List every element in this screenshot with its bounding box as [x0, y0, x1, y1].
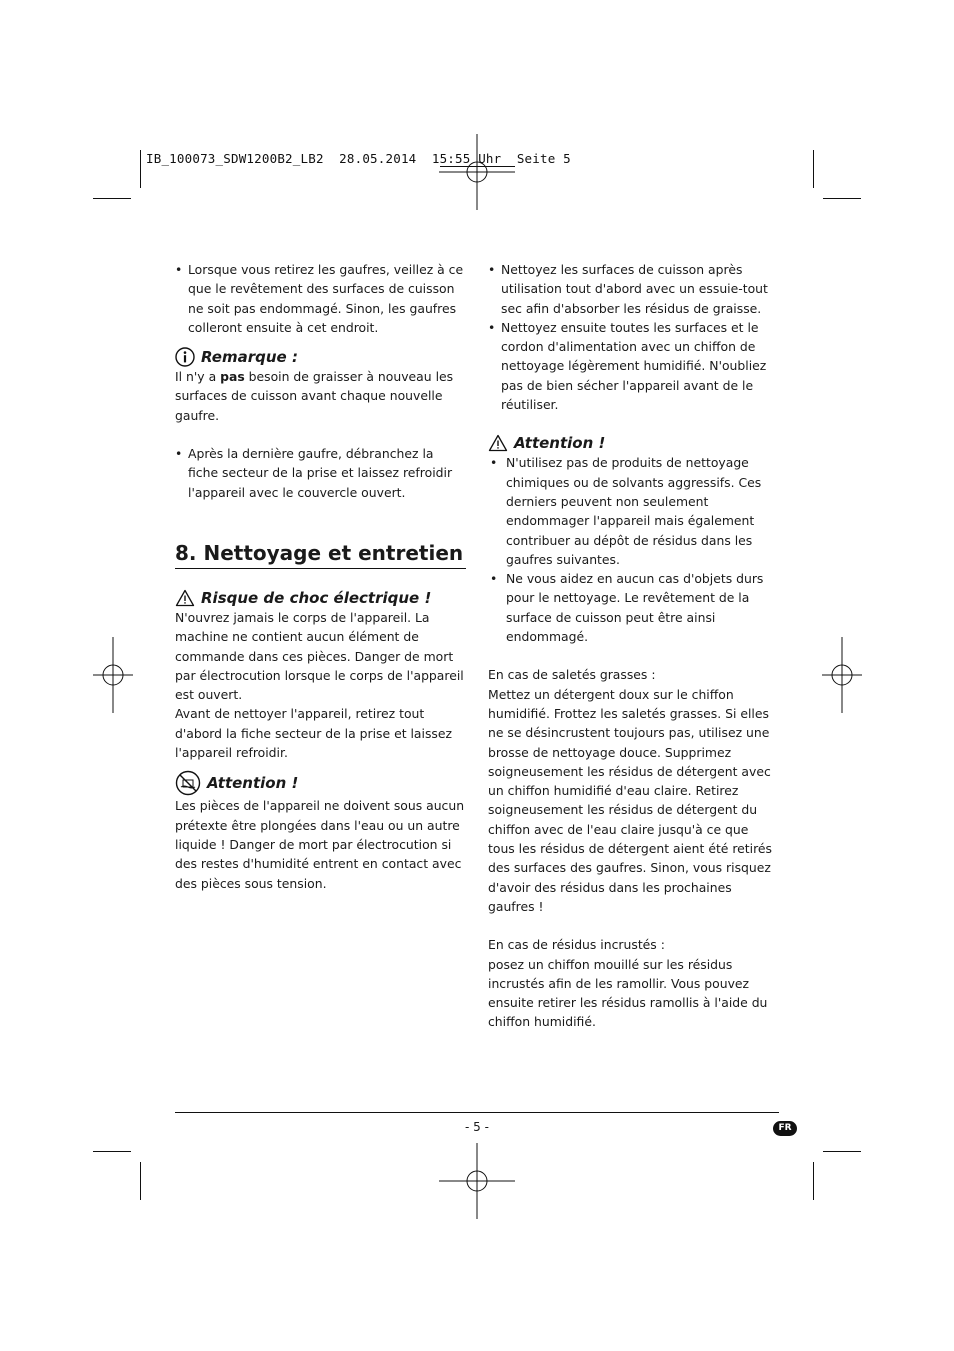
- info-icon: [175, 347, 195, 367]
- residue-text: posez un chiffon mouillé sur les résidus incrustés afin de les ramollir. Vous pouvez ensuite retirer les résidus ramollis à l'aide du chiffon humidifié.: [488, 956, 768, 1030]
- shock-heading: [175, 588, 466, 608]
- residue-heading: En cas de résidus incrustés :: [488, 937, 665, 953]
- section-title: 8. Nettoyage et entretien: [175, 540, 466, 569]
- list-item: • Après la dernière gaufre, débranchez la fiche secteur de la prise et laissez refroidir l'appareil avec le couvercle ouvert.: [175, 444, 466, 502]
- crop-mark: [93, 1151, 131, 1152]
- crop-mark: [813, 150, 814, 188]
- shock-title: Risque de choc électrique !: [201, 588, 432, 607]
- grease-text: Mettez un détergent doux sur le chiffon humidifié. Frottez les saletés grasses. Si elles ne se désincrustent toujours pas, utilisez une brosse de nettoyage douce. Supprimez soigneusement les résidus de détergent avec un chiffon humidifié d'eau claire. Retirez soigneusement les résidus de détergent du chiffon avec de l'eau claire jusqu'à ce que tous les résidus de détergent aient été retirés des surfaces des gaufres. Sinon, vous risquez d'avoir des résidus dans les prochaines gaufres !: [488, 686, 773, 914]
- registration-mark-icon: [93, 637, 133, 713]
- footer-rule: [175, 1112, 779, 1113]
- registration-mark-icon: [822, 637, 862, 713]
- print-slug: IB_100073_SDW1200B2_LB2 28.05.2014 15:55 Uhr Seite 5: [146, 151, 571, 166]
- attention-heading: [175, 770, 466, 796]
- list-item: • Lorsque vous retirez les gaufres, veillez à ce que le revêtement des surfaces de cuisson ne soit pas endommagé. Sinon, les gaufres colleront ensuite à cet endroit.: [175, 260, 466, 337]
- attention-text: Les pièces de l'appareil ne doivent sous aucun prétexte être plongées dans l'eau ou un autre liquide ! Danger de mort par électrocution si des restes d'humidité entrent en contact avec des pièces sous tension.: [175, 798, 465, 891]
- grease-heading: En cas de saletés grasses :: [488, 667, 656, 683]
- crop-mark: [93, 198, 131, 199]
- attention-title: Attention !: [207, 774, 299, 793]
- page-number: - 5 -: [465, 1120, 489, 1134]
- note-heading: [175, 347, 466, 367]
- shock-text: N'ouvrez jamais le corps de l'appareil. La machine ne contient aucun élément de commande dans ces pièces. Danger de mort par électrocution lorsque le corps de l'appareil est ouvert.: [175, 609, 464, 703]
- crop-mark: [140, 1162, 141, 1200]
- warning-icon: [175, 589, 195, 607]
- warning-icon: [488, 434, 508, 452]
- attention-heading: [488, 433, 779, 453]
- language-badge: FR: [773, 1121, 797, 1136]
- shock-text: Avant de nettoyer l'appareil, retirez tout d'abord la fiche secteur de la prise et laissez l'appareil refroidir.: [175, 706, 453, 761]
- attention-title: Attention !: [514, 434, 606, 453]
- no-immersion-icon: [175, 770, 201, 796]
- list-item: • Nettoyez ensuite toutes les surfaces et le cordon d'alimentation avec un chiffon de nettoyage légèrement humidifié. N'oubliez pas de bien sécher l'appareil avant de le réutiliser.: [488, 318, 779, 414]
- crop-mark: [823, 198, 861, 199]
- list-item: • N'utilisez pas de produits de nettoyage chimiques ou de solvants aggressifs. Ces derniers peuvent non seulement endommager l'appareil mais également contribuer au dépôt de résidus dans les gaufres suivantes.: [488, 453, 779, 569]
- list-item: • Nettoyez les surfaces de cuisson après utilisation tout d'abord avec un essuie-tout sec afin d'absorber les résidus de graisse.: [488, 260, 779, 318]
- note-title: Remarque :: [201, 348, 298, 367]
- registration-mark-icon: [439, 134, 515, 210]
- crop-mark: [140, 150, 141, 188]
- crop-mark: [813, 1162, 814, 1200]
- note-text: Il n'y a pas besoin de graisser à nouveau les surfaces de cuisson avant chaque nouvelle gaufre.: [175, 369, 454, 423]
- registration-mark-icon: [439, 1143, 515, 1219]
- crop-mark: [823, 1151, 861, 1152]
- right-column: [488, 260, 779, 1032]
- left-column: [175, 260, 466, 893]
- list-item: • Ne vous aidez en aucun cas d'objets durs pour le nettoyage. Le revêtement de la surface de cuisson peut être ainsi endommagé.: [488, 569, 779, 646]
